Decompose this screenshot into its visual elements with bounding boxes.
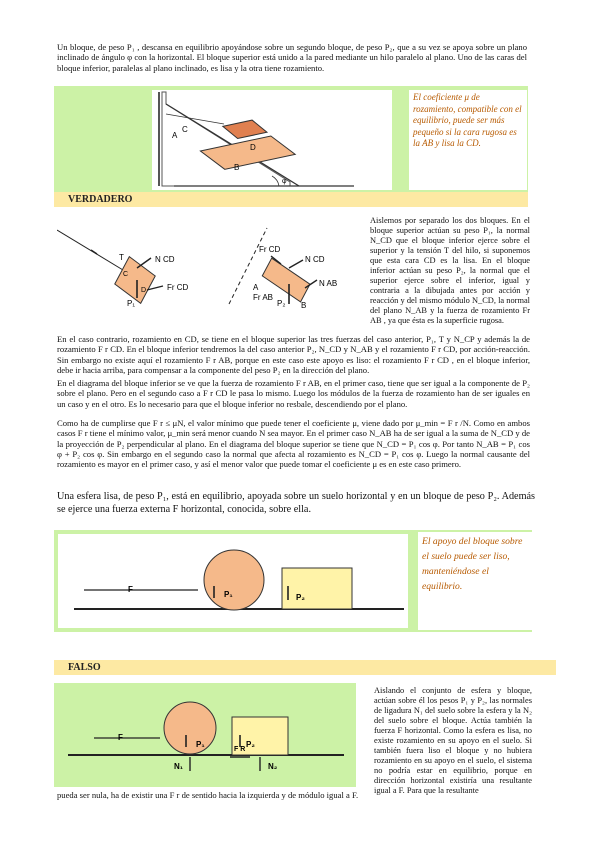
problem2-statement: Una esfera lisa, de peso P₁, está en equilibrio, apoyada sobre un suelo horizontal y en un bloque de peso P₂. Además se ejerce una fuerza externa F horizontal, conocida, sobre ella.: [57, 491, 535, 515]
tension-label: T: [119, 253, 124, 262]
free-body-diagram-2: [54, 683, 356, 787]
weight-p1-label: P₁: [127, 299, 136, 308]
label-b-2: B: [301, 301, 307, 308]
weight-p2-label: P₂: [277, 299, 286, 308]
problem2-explanation-end: pueda ser nula, ha de existir una F r de sentido hacia la izquierda y de módulo igual a F.: [57, 790, 359, 800]
problem2-free-body-panel: [54, 683, 356, 787]
inclined-plane-figure: [54, 86, 404, 192]
problem1-verdict: VERDADERO: [54, 192, 528, 207]
normal-n1-label: N₁: [174, 762, 184, 771]
friction-cd-label: Fr CD: [167, 283, 189, 292]
normal-ab-label: N AB: [319, 279, 338, 288]
weight-p1-label-3: P₁: [224, 590, 233, 599]
problem1-explanation-1: En el caso contrario, rozamiento en CD, se tiene en el bloque superior las tres fuerzas del caso anterior, P₁, T y N_CP y además la de rozamiento F r CD. En el bloque inferior tendremos la del caso anterior P₂, N_CD y N_AB y el rozamiento F r CD, por acción-reacción. Sin embargo no existe aquí el rozamiento F r AB, porque en este caso este apoyo es liso: el rozamiento F r CD , en el bloque inferior, debe ir hacia arriba, para compensar a la componente del peso P₂ en la dirección del plano.: [57, 334, 530, 375]
free-body-diagrams-1: [57, 212, 367, 308]
normal-cd-label-2: N CD: [305, 255, 325, 264]
problem2-claim: El apoyo del bloque sobre el suelo puede ser liso, manteniéndose el equilibrio.: [418, 532, 532, 630]
problem1-explanation-side: Aislemos por separado los dos bloques. En el bloque superior actúan su peso P₁, la normal N_CD que el bloque inferior ejerce sobre el superior y la tensión T del hilo, si suponemos que esta cara CD es la lisa. En el bloque inferior actúan su peso P₂, la normal que el superior ejerce sobre el inferior, igual y contraria a la dibujada antes por acción y reacción y del mismo módulo N_CD, la normal del plano N_AB y la fuerza de rozamiento Fr AB , ya que ésta es la superficie rugosa.: [370, 216, 530, 325]
label-a-2: A: [253, 283, 259, 292]
problem1-explanation-3: Como ha de cumplirse que F r ≤ μN, el valor mínimo que puede tener el coeficiente μ, viene dado por μ_min = F r /N. Como en ambos casos F r tiene el mínimo valor, μ_min será menor cuando N sea mayor. En el primer caso N_AB ha de ser igual a la suma de N_CD y de la proyección de P₂ perpendicular al plano. En el diagrama del bloque superior se tiene que N_CD = P₁ cos φ. Por tanto N_AB = P₁ cos φ + P₂ cos φ. Sin embargo en el segundo caso la normal que afecta al rozamiento es N_CD = P₁ cos φ. Luego la normal causante del rozamiento es mayor en el primer caso, y así el menor valor que puede tomar el coeficiente μ es en este caso primero.: [57, 418, 530, 470]
problem2-explanation-side: Aislando el conjunto de esfera y bloque, actúan sobre él los pesos P₁ y P₂, las normales de ligadura N₁ del suelo sobre la esfera y la N₂ del suelo sobre el bloque. Actúa también la fuerza F horizontal. Como la esfera es lisa, no existe rozamiento en su apoyo en el suelo. Si también fuera liso el bloque y no hubiera rozamiento en su apoyo en el suelo, el sistema no podría estar en equilibrio, porque en dirección horizontal existiría una resultante igual a F. Para que la resultante: [374, 686, 532, 795]
label-d-2: D: [141, 287, 147, 294]
label-phi: φ: [282, 178, 287, 185]
label-c-2: C: [123, 271, 129, 278]
friction-cd-label-2: Fr CD: [259, 245, 281, 254]
force-f-label: F: [128, 585, 133, 594]
problem1-statement: Un bloque, de peso P₁ , descansa en equilibrio apoyándose sobre un segundo bloque, de peso P₂, que a su vez se apoya sobre un plano inclinado de ángulo φ con la horizontal. El bloque superior está unido a la pared mediante un hilo paralelo al plano. Uno de las caras del bloque inferior, paralelas al plano inclinado, es lisa y la otra tiene rozamiento.: [57, 42, 527, 73]
weight-p1-label-4: P₁: [196, 740, 205, 749]
weight-p2-label-3: P₂: [296, 593, 305, 602]
normal-cd-label: N CD: [155, 255, 175, 264]
problem2-figure-panel: [54, 530, 532, 632]
friction-ab-label: Fr AB: [253, 293, 274, 302]
friction-r-label: F R: [234, 746, 246, 753]
problem2-verdict: FALSO: [54, 660, 556, 675]
normal-n2-label: N₂: [268, 762, 278, 771]
label-c: C: [182, 125, 188, 134]
label-b: B: [234, 163, 240, 172]
sphere-block-figure: [54, 530, 414, 632]
force-f-label-2: F: [118, 733, 123, 742]
problem1-explanation-2: En el diagrama del bloque inferior se ve que la fuerza de rozamiento F r AB, en el primer caso, tiene que ser igual a la componente de P₂ sobre el plano. Pero en el segundo caso a F r CD le pasa lo mismo. Luego los módulos de la fuerza de rozamiento han de ser iguales en un caso y en el otro. Es lo necesario para que el bloque inferior no resbale, descendiendo por el plano.: [57, 378, 530, 409]
weight-p2-label-4: P₂: [246, 740, 255, 749]
problem1-figure-panel: [54, 86, 528, 192]
label-a: A: [172, 131, 178, 140]
label-d: D: [250, 143, 256, 152]
problem1-claim: El coeficiente μ de rozamiento, compatible con el equilibrio, puede ser más pequeño si la cara rugosa es la AB y lisa la CD.: [409, 90, 527, 190]
